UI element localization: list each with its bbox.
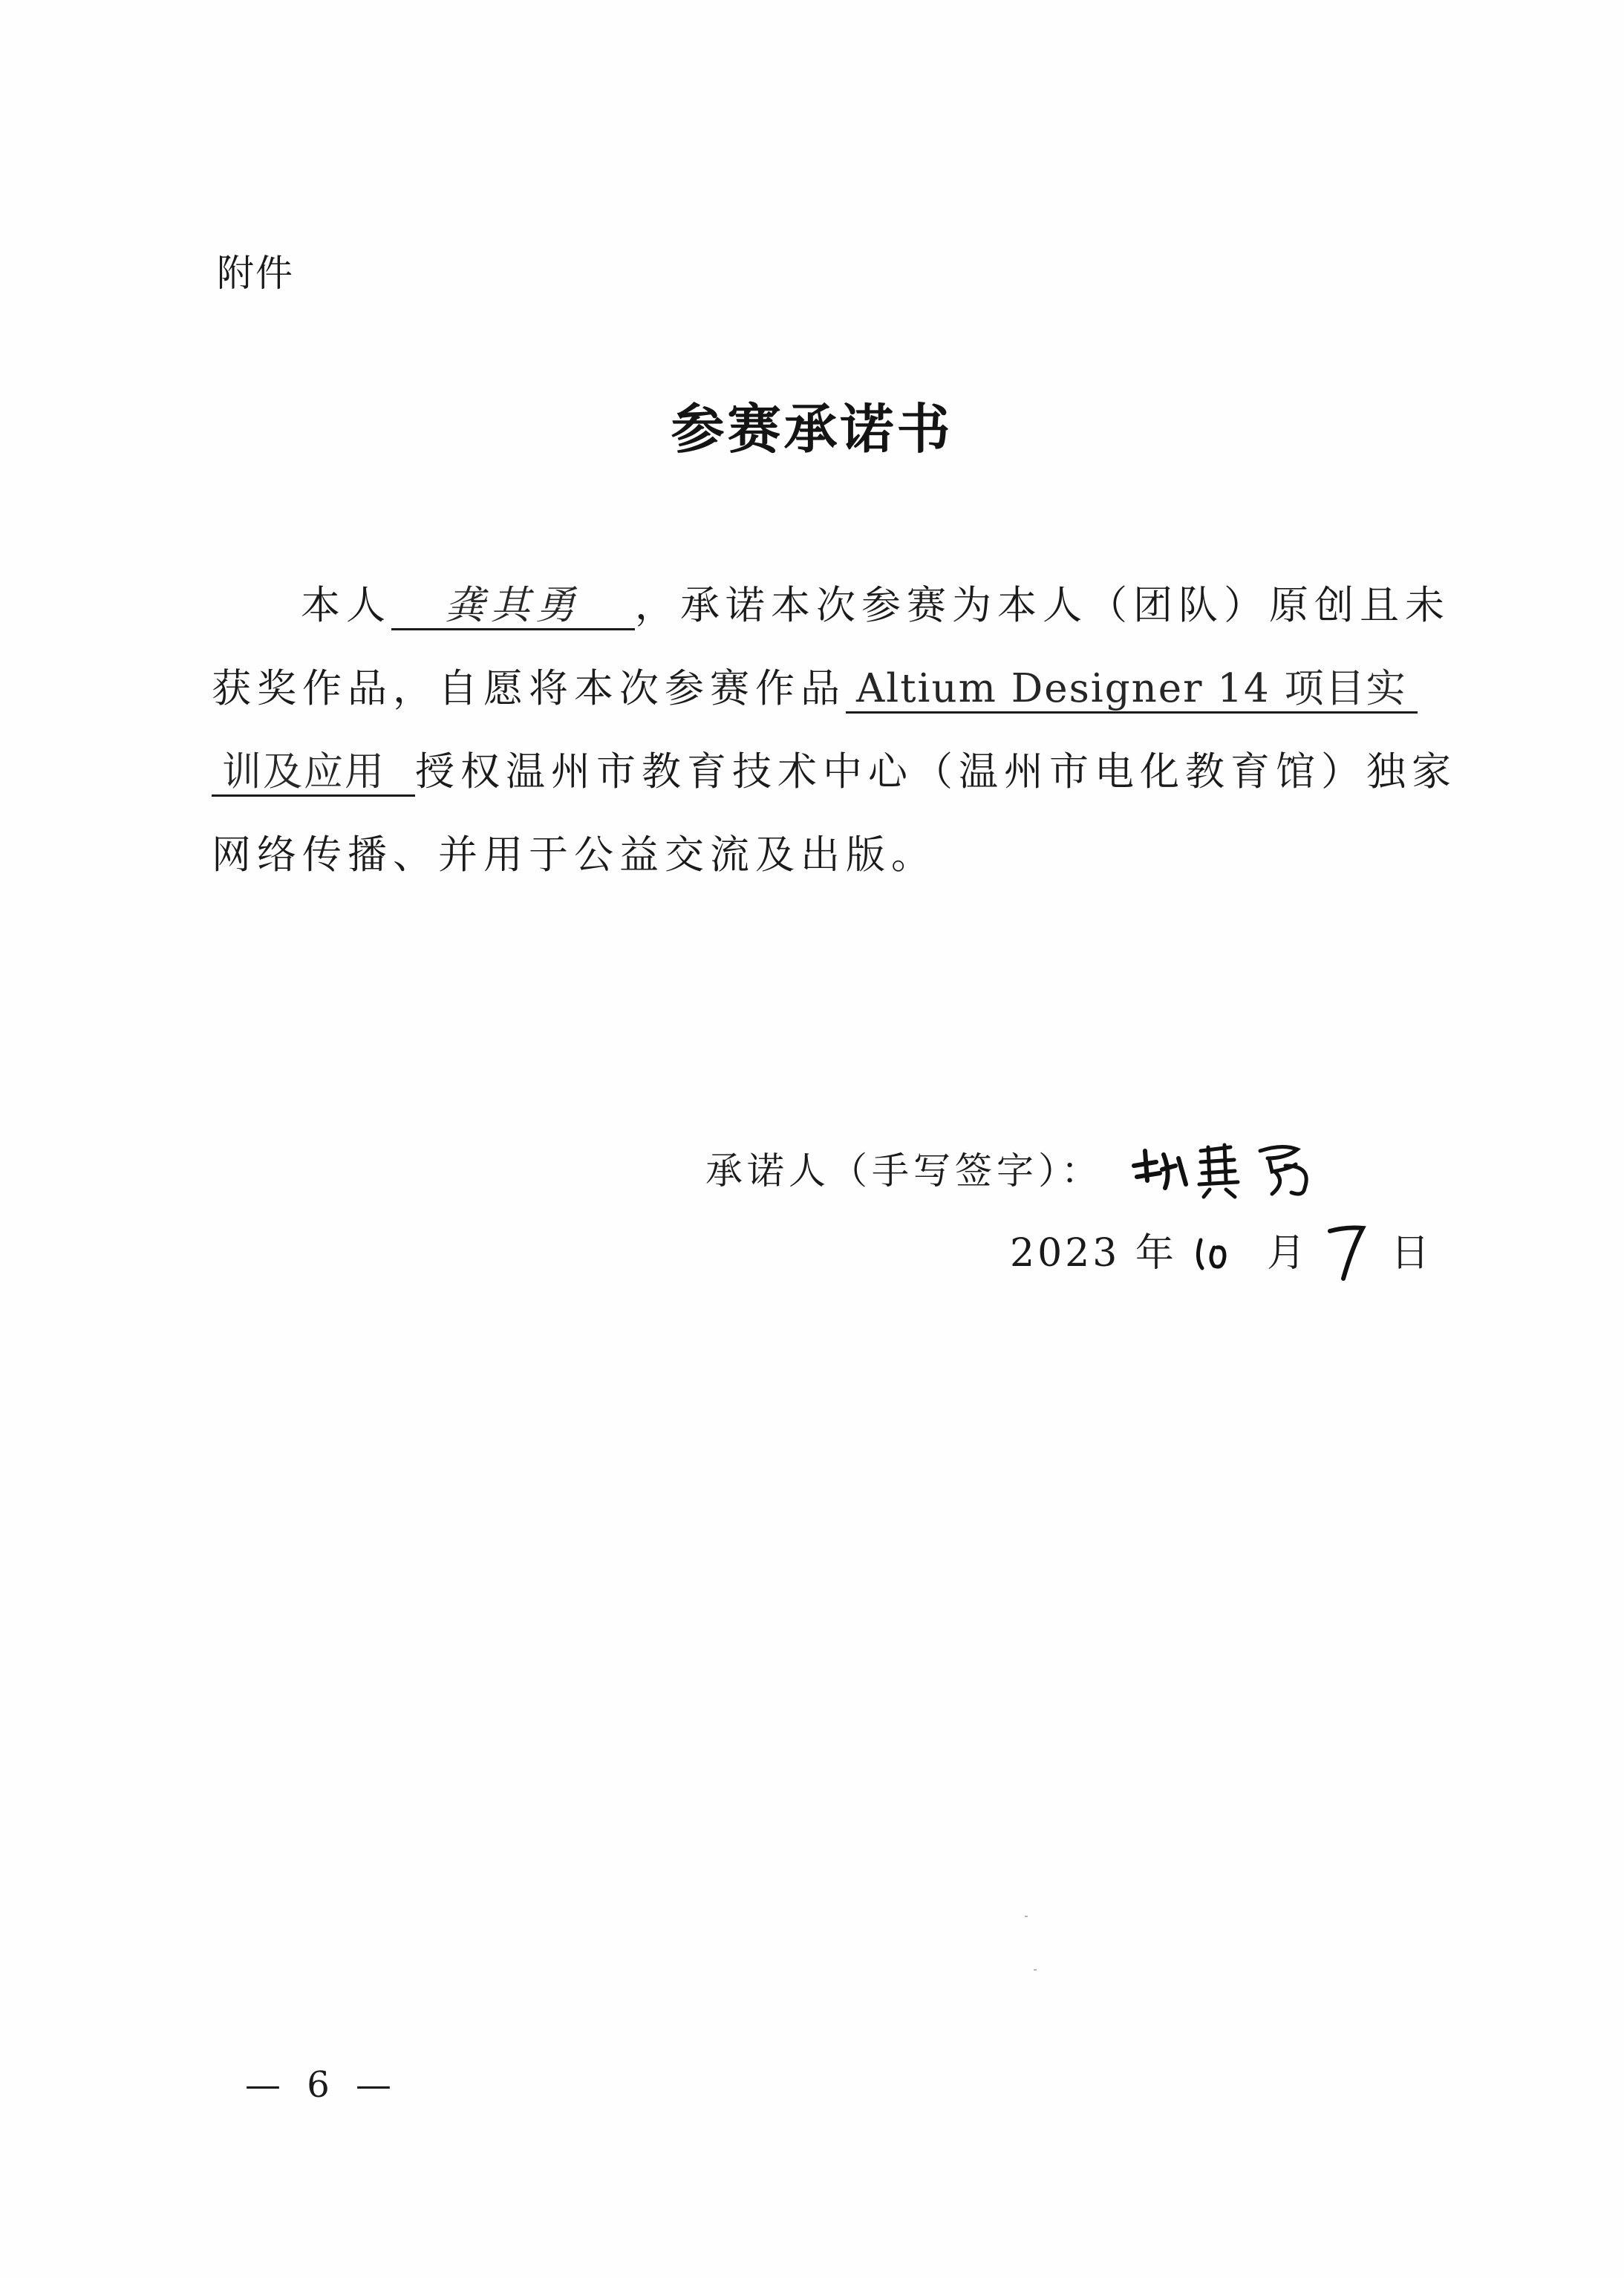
work-title-field-part2: 训及应用 xyxy=(212,750,415,797)
pledge-prefix: 本人 xyxy=(301,583,391,628)
pledge-line-1-suffix: ，承诺本次参赛为本人（团队）原创且未 xyxy=(635,583,1450,628)
participant-name-field: 龚其勇 xyxy=(391,584,635,630)
pledge-line-3-suffix: 授权温州市教育技术中心（温州市电化教育馆）独家 xyxy=(415,749,1457,794)
attachment-label: 附件 xyxy=(217,252,294,295)
date-year: 2023 xyxy=(1010,1231,1121,1276)
work-title-field-part1: Altium Designer 14 项目实 xyxy=(846,667,1418,714)
signature-block xyxy=(705,1136,1334,1212)
date-day-char: 日 xyxy=(1391,1231,1433,1276)
pledge-line-2-prefix: 获奖作品，自愿将本次参赛作品 xyxy=(212,666,846,711)
pledge-line-3 xyxy=(212,731,1474,814)
document-title: 参赛承诺书 xyxy=(671,398,953,460)
handwritten-month xyxy=(1192,1225,1251,1287)
pledge-line-2 xyxy=(212,647,1474,731)
pledge-line-4: 网络传播、并用于公益交流及出版。 xyxy=(212,832,936,878)
handwritten-day xyxy=(1324,1218,1376,1294)
pledge-line-1 xyxy=(212,564,1474,647)
paper-speck xyxy=(1034,1969,1037,1971)
date-block xyxy=(1010,1218,1432,1294)
signature-label: 承诺人（手写签字）： xyxy=(705,1149,1103,1192)
page-number: — 6 — xyxy=(245,2064,400,2106)
date-year-char: 年 xyxy=(1135,1231,1177,1276)
paper-speck xyxy=(1025,1916,1028,1917)
handwritten-signature xyxy=(1126,1136,1334,1212)
date-month-char: 月 xyxy=(1266,1231,1308,1276)
pledge-body xyxy=(212,564,1474,897)
